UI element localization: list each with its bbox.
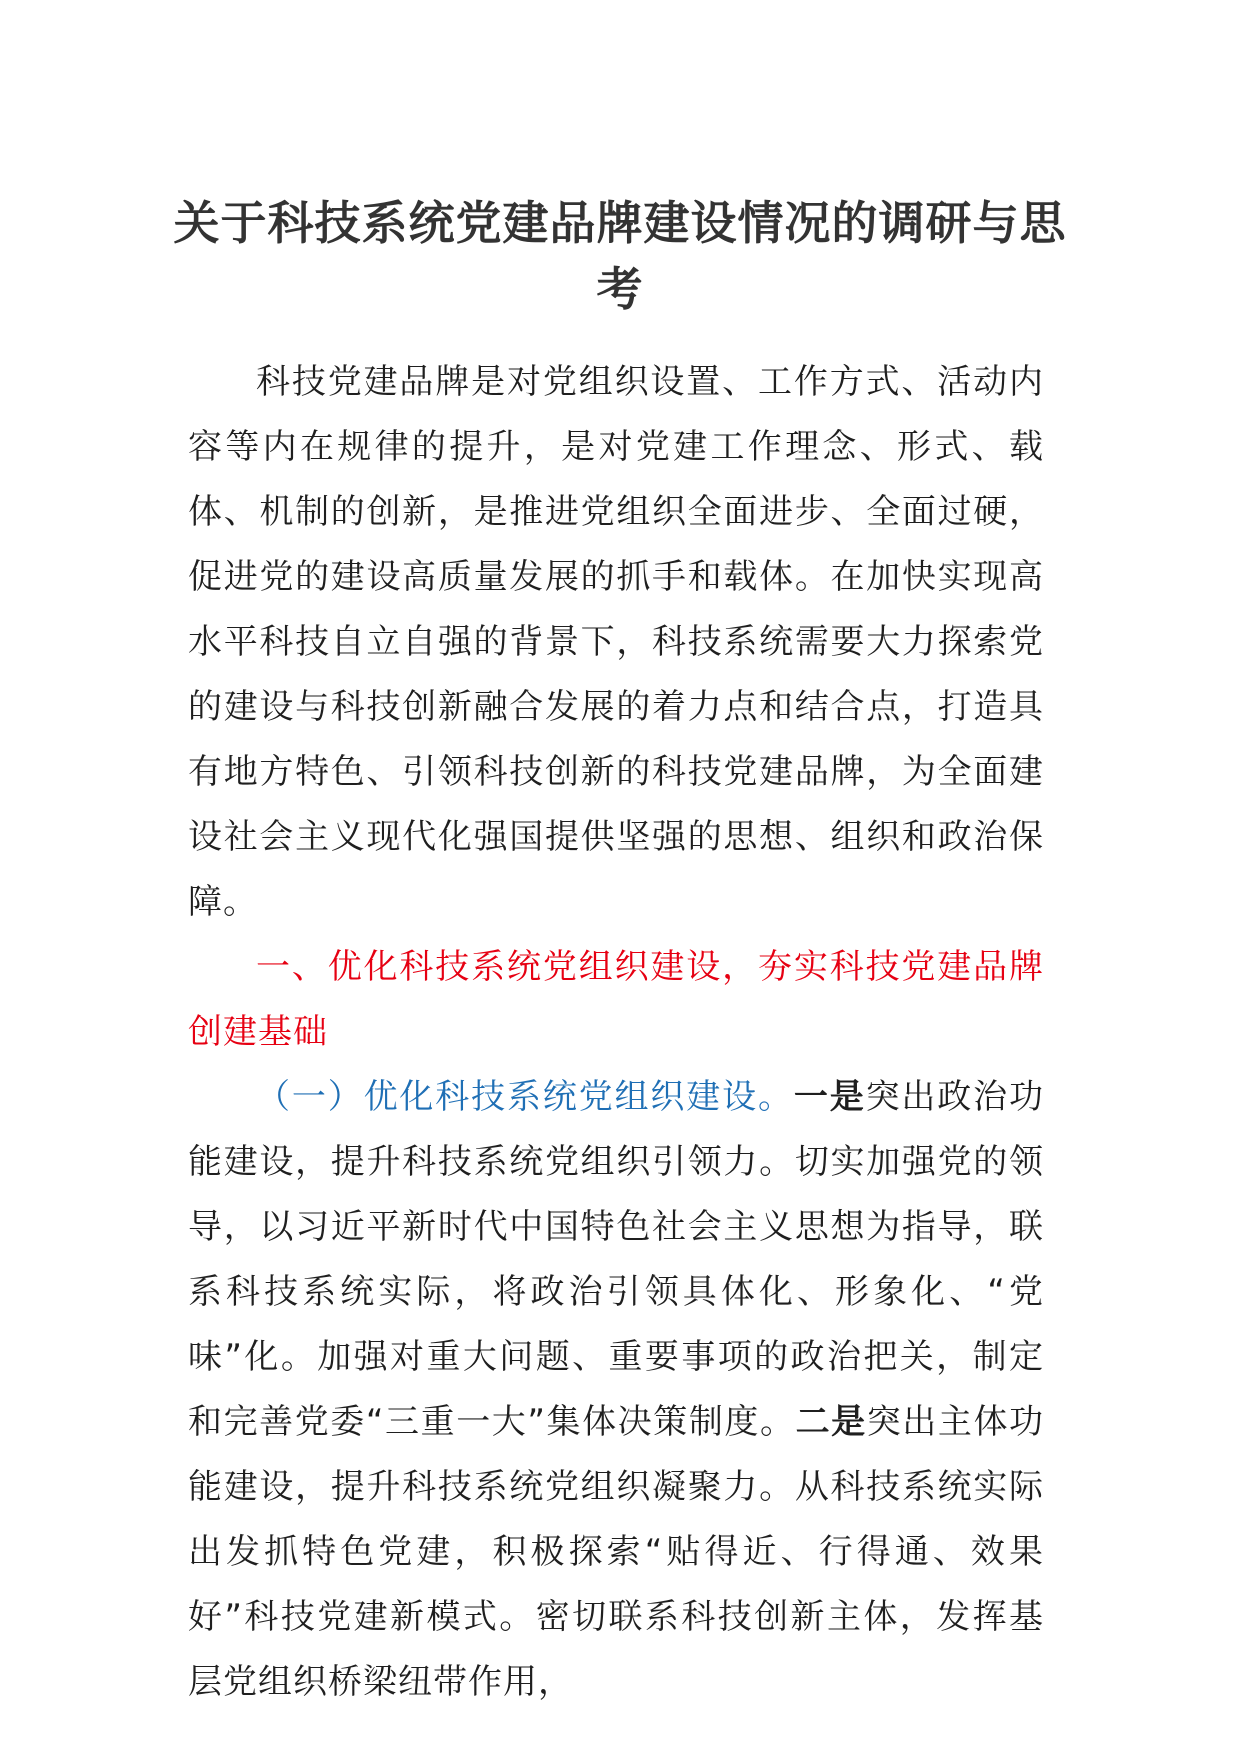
subsection-paragraph-1 [188,1065,1044,1715]
point-lead-1: 一是 [793,1077,866,1117]
point-lead-2: 二是 [795,1402,867,1442]
point-text-1: 突出政治功能建设，提升科技系统党组织引领力。切实加强党的领导，以习近平新时代中国特色社会主义思想为指导，联系科技系统实际，将政治引领具体化、形象化、“党味”化。加强对重大问题、重要事项的政治把关，制定和完善党委“三重一大”集体决策制度。 [188,1077,1045,1442]
section-heading-1: 一、优化科技系统党组织建设，夯实科技党建品牌创建基础 [188,947,1044,1052]
subsection-title-1: （一）优化科技系统党组织建设。 [256,1077,794,1117]
document-body [188,350,1044,1715]
intro-paragraph: 科技党建品牌是对党组织设置、工作方式、活动内容等内在规律的提升，是对党建工作理念、形式、载体、机制的创新，是推进党组织全面进步、全面过硬，促进党的建设高质量发展的抓手和载体。在加快实现高水平科技自立自强的背景下，科技系统需要大力探索党的建设与科技创新融合发展的着力点和结合点，打造具有地方特色、引领科技创新的科技党建品牌，为全面建设社会主义现代化强国提供坚强的思想、组织和政治保障。 [188,362,1044,922]
point-text-2: 突出主体功能建设，提升科技系统党组织凝聚力。从科技系统实际出发抓特色党建，积极探索“贴得近、行得通、效果好”科技党建新模式。密切联系科技创新主体，发挥基层党组织桥梁纽带作用， [188,1402,1045,1702]
document-title: 关于科技系统党建品牌建设情况的调研与思考 [173,196,1067,316]
